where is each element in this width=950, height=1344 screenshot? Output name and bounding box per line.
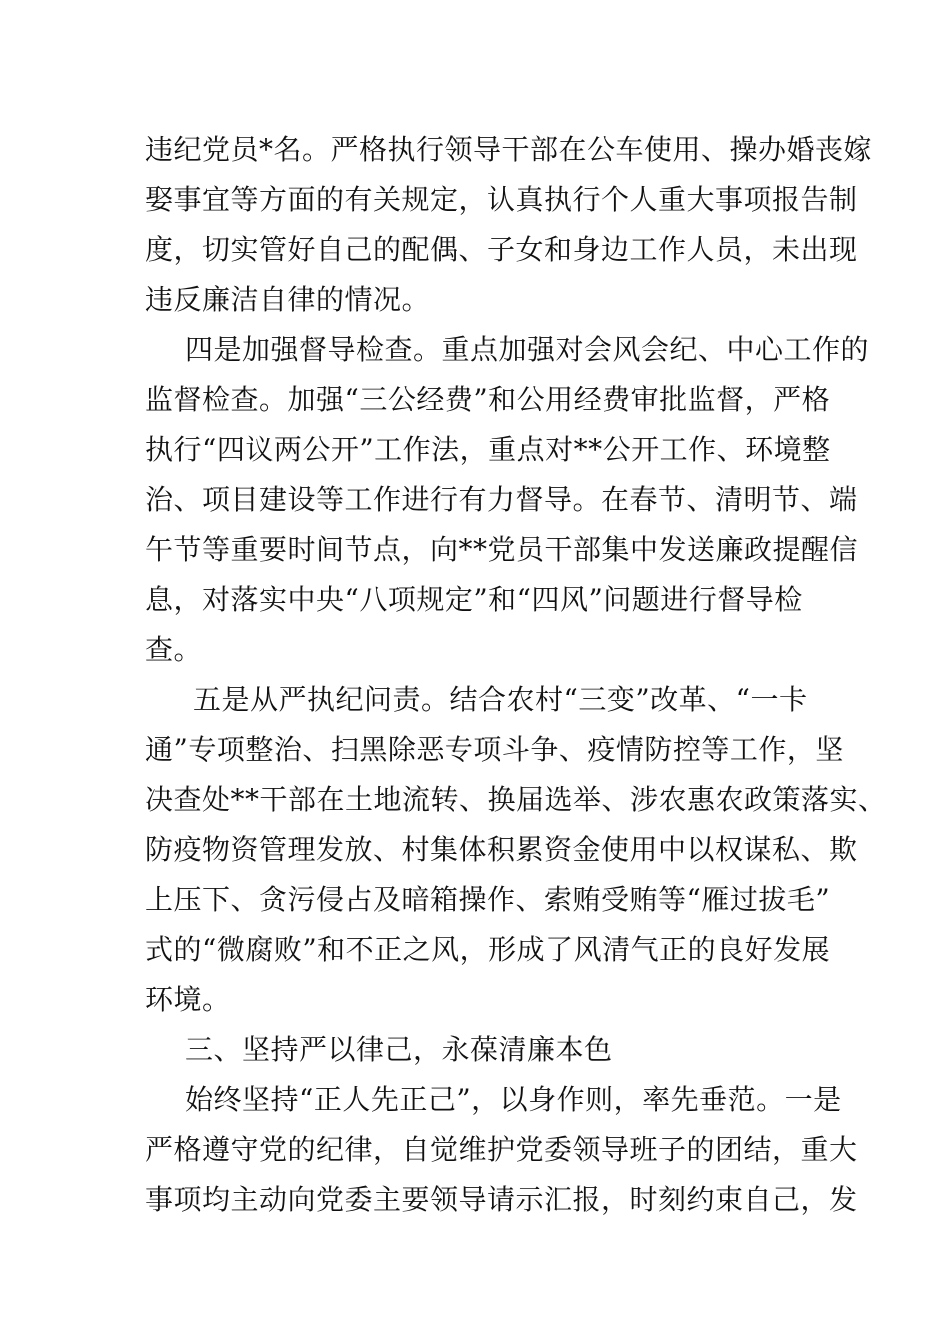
text-line-16: 上压下、贪污侵占及暗箱操作、索贿受贿等“雁过拔毛”: [145, 883, 831, 916]
text-line-3: 度，切实管好自己的配偶、子女和身边工作人员，未出现: [145, 233, 858, 266]
text-line-15: 防疫物资管理发放、村集体积累资金使用中以权谋私、欺: [145, 833, 858, 866]
text-line-18: 环境。: [145, 983, 231, 1016]
text-line-4: 违反廉洁自律的情况。: [145, 283, 431, 316]
text-line-8: 治、项目建设等工作进行有力督导。在春节、清明节、端: [145, 483, 858, 516]
text-line-11: 查。: [145, 633, 203, 666]
text-line-14: 决查处**干部在土地流转、换届选举、涉农惠农政策落实、: [145, 783, 887, 816]
text-line-2: 娶事宜等方面的有关规定，认真执行个人重大事项报告制: [145, 183, 858, 216]
text-line-22: 事项均主动向党委主要领导请示汇报，时刻约束自己，发: [145, 1183, 858, 1216]
text-line-6: 监督检查。加强“三公经费”和公用经费审批监督，严格: [145, 383, 831, 416]
text-line-13: 通”专项整治、扫黑除恶专项斗争、疫情防控等工作，坚: [145, 733, 844, 766]
section-heading: 三、坚持严以律己，永葆清廉本色: [185, 1033, 613, 1066]
text-line-5: 四是加强督导检查。重点加强对会风会纪、中心工作的: [185, 333, 870, 366]
text-line-17: 式的“微腐败”和不正之风，形成了风清气正的良好发展: [145, 933, 831, 966]
text-line-10: 息，对落实中央“八项规定”和“四风”问题进行督导检: [145, 583, 803, 616]
text-line-7: 执行“四议两公开”工作法，重点对**公开工作、环境整: [145, 433, 831, 466]
text-line-9: 午节等重要时间节点，向**党员干部集中发送廉政提醒信: [145, 533, 859, 566]
text-line-21: 严格遵守党的纪律，自觉维护党委领导班子的团结，重大: [145, 1133, 858, 1166]
text-line-12: 五是从严执纪问责。结合农村“三变”改革、“一卡: [193, 683, 808, 716]
text-line-20: 始终坚持“正人先正己”，以身作则，率先垂范。一是: [185, 1083, 842, 1116]
text-line-1: 违纪党员*名。严格执行领导干部在公车使用、操办婚丧嫁: [145, 133, 873, 166]
